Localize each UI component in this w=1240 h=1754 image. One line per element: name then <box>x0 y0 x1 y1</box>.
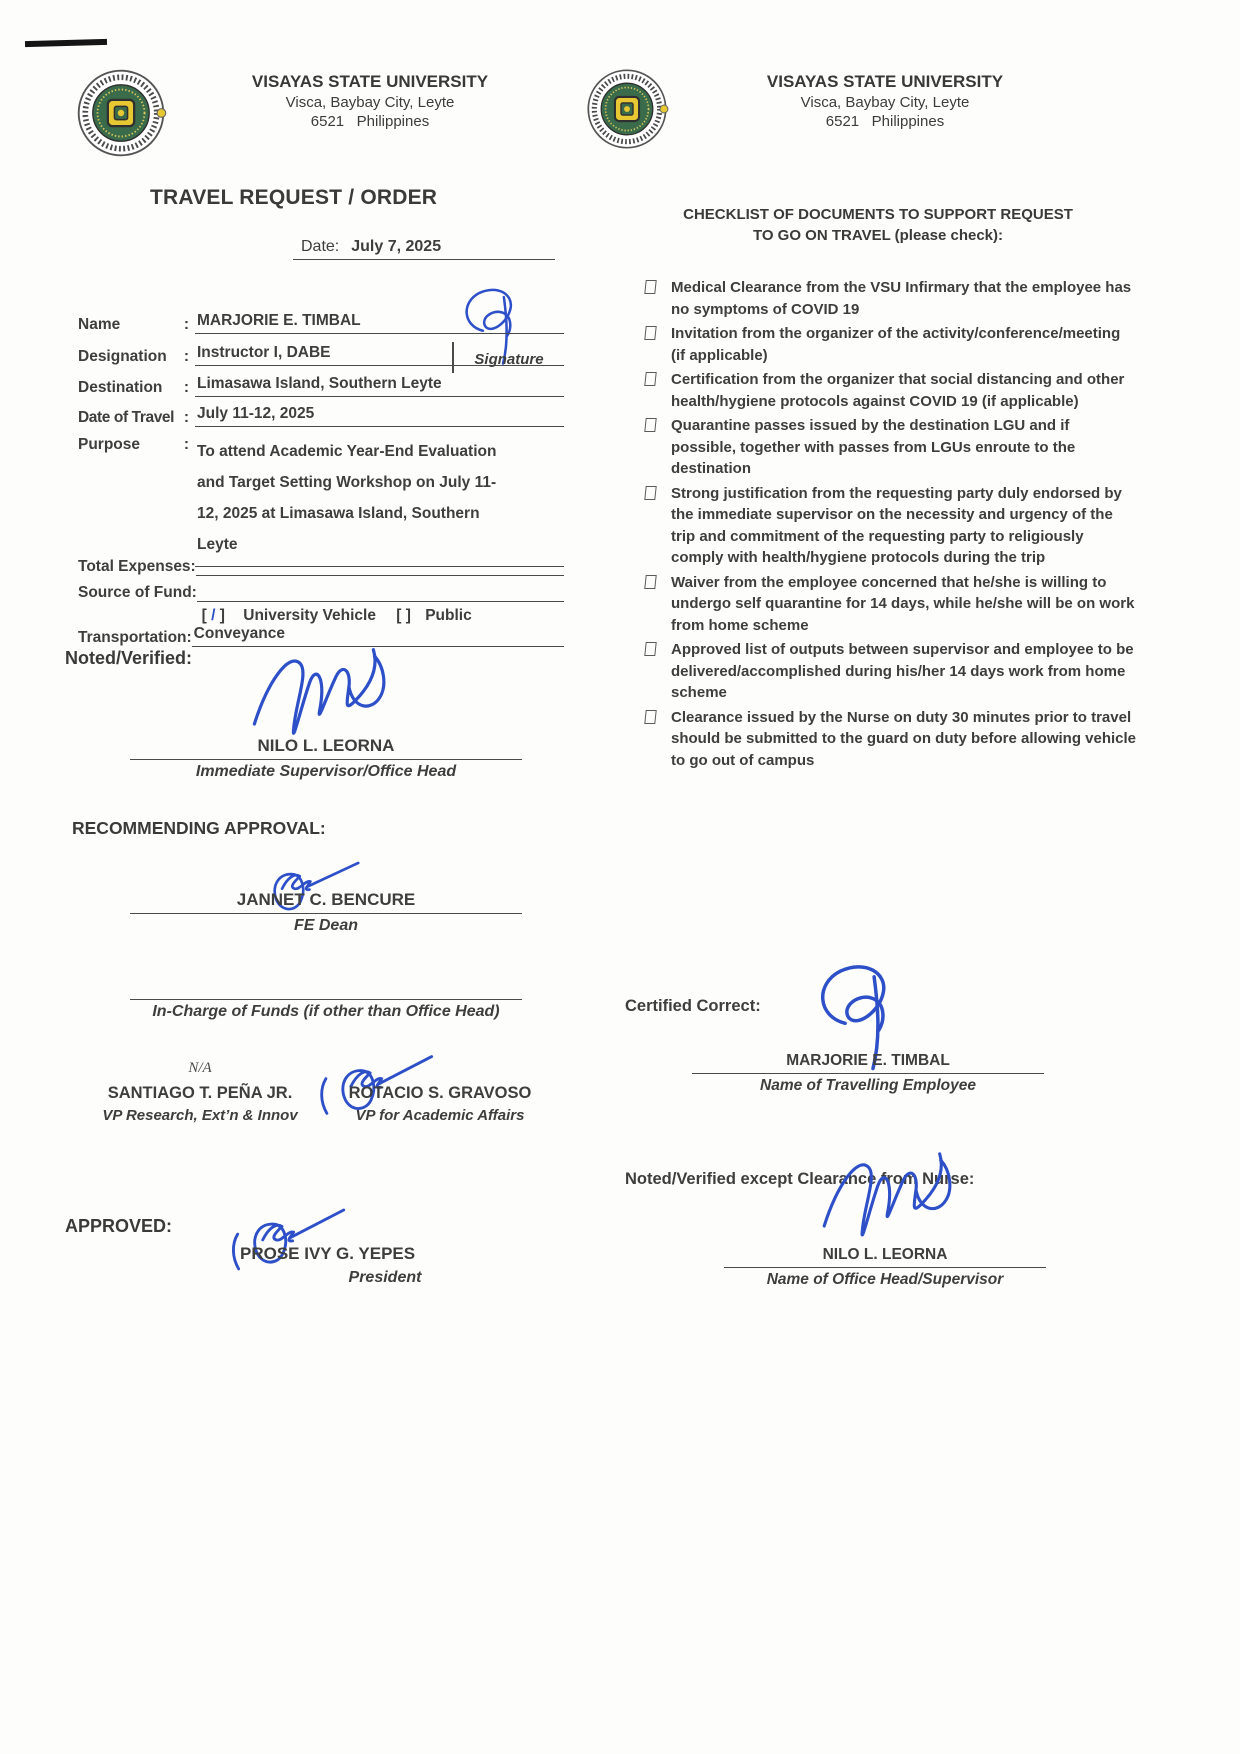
checklist-item <box>645 415 1137 480</box>
checklist-title-line1: CHECKLIST OF DOCUMENTS TO SUPPORT REQUEST <box>683 206 1073 223</box>
certified-block <box>692 1052 1044 1095</box>
purpose-line: and Target Setting Workshop on July 11- <box>197 474 497 491</box>
transportation-label: Transportation: <box>78 629 192 646</box>
checklist-item-text: Medical Clearance from the VSU Infirmary that the employee has no symptoms of COVID 19 <box>671 279 1132 318</box>
certified-correct-label: Certified Correct: <box>625 997 761 1015</box>
scan-artifact-bar <box>25 39 107 47</box>
date-label: Date: <box>301 238 340 255</box>
source-of-fund-field <box>78 582 564 602</box>
source-of-fund-label: Source of Fund: <box>78 584 197 601</box>
checklist-item-text: Certification from the organizer that social distancing and other health/hygiene protocols against COVID 19 (if applicable) <box>671 371 1125 410</box>
certified-role: Name of Travelling Employee <box>760 1077 976 1094</box>
purpose-label: Purpose <box>78 436 141 453</box>
president-role: President <box>348 1269 422 1286</box>
checklist-item <box>645 369 1137 412</box>
university-address2: 6521 Philippines <box>825 113 945 130</box>
checkbox-icon <box>644 642 656 656</box>
university-name: VISAYAS STATE UNIVERSITY <box>251 72 489 91</box>
checkbox-icon <box>644 280 656 294</box>
leorna-signature <box>248 636 418 744</box>
checklist-item-text: Strong justification from the requesting party duly endorsed by the immediate supervisor on the necessity and urgency of the trip and commitment of the requesting party to religiously comply with health/hygiene protocols during the trip <box>671 484 1122 566</box>
designation-value: Instructor I, DABE <box>195 344 564 366</box>
incharge-signature-line <box>130 972 522 1000</box>
checklist-item-text: Invitation from the organizer of the activity/conference/meeting (if applicable) <box>671 325 1121 364</box>
checklist-item-text: Quarantine passes issued by the destination LGU and if possible, together with passes from LGUs enroute to the destination <box>671 417 1076 477</box>
checklist-item <box>645 277 1137 320</box>
colon: : <box>183 409 190 426</box>
checkbox-icon <box>644 326 656 340</box>
recommending-approval-label: RECOMMENDING APPROVAL: <box>72 818 326 838</box>
university-address2: 6521 Philippines <box>310 113 430 130</box>
purpose-line: Leyte <box>197 536 238 553</box>
checklist-item-text: Approved list of outputs between supervisor and employee to be delivered/accomplished during his/her 14 days work from home scheme <box>671 641 1134 701</box>
handwritten-check-mark: / <box>211 607 216 624</box>
checklist <box>645 277 1137 774</box>
signature-cell-label: Signature <box>474 351 544 368</box>
date-value: July 7, 2025 <box>351 238 442 255</box>
noted-except-label: Noted/Verified except Clearance from Nurse: <box>625 1170 975 1188</box>
header-left <box>220 72 520 130</box>
checklist-item <box>645 639 1137 704</box>
colon: : <box>183 316 190 333</box>
leorna-signature <box>818 1134 983 1252</box>
noted-verified-label: Noted/Verified: <box>65 648 193 668</box>
date-of-travel-value: July 11-12, 2025 <box>195 405 564 427</box>
noted-verified-name: NILO L. LEORNA <box>130 736 522 760</box>
checklist-item-text: Waiver from the employee concerned that he/she is willing to undergo self quarantine for 14 days, while he/she will be on work from home scheme <box>671 573 1135 634</box>
header-right <box>740 72 1030 130</box>
date-of-travel-label: Date of Travel <box>78 409 175 426</box>
noted-office-head-role: Name of Office Head/Supervisor <box>766 1271 1004 1288</box>
date-field <box>293 238 555 260</box>
checkbox-icon <box>644 575 656 589</box>
na-annotation: N/A <box>188 1060 212 1076</box>
checkbox-bracket: ] <box>219 607 225 624</box>
source-of-fund-value <box>197 582 564 602</box>
dean-role: FE Dean <box>293 917 358 934</box>
date-of-travel-field <box>78 405 564 427</box>
purpose-line: To attend Academic Year-End Evaluation <box>197 443 497 460</box>
name-label: Name <box>78 316 121 333</box>
designation-label: Designation <box>78 348 167 365</box>
transport-option-university-vehicle: University Vehicle <box>243 607 376 624</box>
certified-name: MARJORIE E. TIMBAL <box>692 1052 1044 1074</box>
noted-verified-block <box>130 736 522 781</box>
document-title: TRAVEL REQUEST / ORDER <box>150 186 438 209</box>
total-expenses-label: Total Expenses: <box>78 558 196 575</box>
university-address1: Visca, Baybay City, Leyte <box>800 94 970 111</box>
checkbox-icon <box>644 418 656 432</box>
vp-academic-name: ROTACIO S. GRAVOSO <box>348 1084 532 1102</box>
approved-block <box>240 1244 530 1287</box>
noted-office-head-name: NILO L. LEORNA <box>724 1246 1046 1268</box>
president-name: PROSE IVY G. YEPES <box>240 1244 416 1263</box>
destination-value: Limasawa Island, Southern Leyte <box>195 375 564 397</box>
vp-research-role: VP Research, Ext’n & Innov <box>102 1107 298 1124</box>
checklist-title-line2: TO GO ON TRAVEL (please check): <box>752 227 1004 244</box>
incharge-of-funds-block <box>130 972 522 1021</box>
signature-cell <box>452 342 564 373</box>
total-expenses-field <box>78 556 564 576</box>
checklist-item-text: Clearance issued by the Nurse on duty 30 minutes prior to travel should be submitted to the guard on duty before allowing vehicle to go out of campus <box>671 708 1137 769</box>
colon: : <box>183 348 190 365</box>
purpose-field <box>78 436 564 567</box>
university-address1: Visca, Baybay City, Leyte <box>285 94 455 111</box>
noted-office-head-block <box>724 1246 1046 1289</box>
checklist-item <box>645 483 1137 569</box>
checkbox-icon <box>644 710 656 724</box>
checklist-item <box>645 572 1137 637</box>
colon: : <box>183 379 190 396</box>
purpose-line: 12, 2025 at Limasawa Island, Southern <box>197 505 480 522</box>
checkbox-icon <box>644 486 656 500</box>
vsu-seal-icon <box>74 66 168 160</box>
vp-academic-block <box>320 1084 560 1124</box>
destination-label: Destination <box>78 379 163 396</box>
checkbox-icon <box>644 372 656 386</box>
university-name: VISAYAS STATE UNIVERSITY <box>766 72 1004 91</box>
checklist-item <box>645 323 1137 366</box>
checklist-title <box>628 204 1128 246</box>
purpose-value <box>195 436 564 567</box>
vsu-seal-icon <box>584 66 670 152</box>
vp-academic-role: VP for Academic Affairs <box>355 1107 525 1124</box>
name-value: MARJORIE E. TIMBAL <box>195 312 564 334</box>
vp-research-name: SANTIAGO T. PEÑA JR. <box>107 1084 293 1102</box>
approved-label: APPROVED: <box>65 1216 173 1236</box>
checklist-item <box>645 707 1137 772</box>
name-field <box>78 312 564 334</box>
checkbox-bracket: [ <box>201 607 207 624</box>
destination-field <box>78 375 564 397</box>
dean-name: JANNET C. BENCURE <box>130 890 522 914</box>
transport-option-public-conveyance: Public Conveyance <box>193 607 472 642</box>
incharge-role: In-Charge of Funds (if other than Office Head) <box>152 1003 500 1020</box>
colon: : <box>183 436 190 453</box>
vp-research-block <box>85 1084 315 1124</box>
noted-verified-role: Immediate Supervisor/Office Head <box>195 763 457 780</box>
total-expenses-value <box>196 556 564 576</box>
checkbox-bracket: [ ] <box>396 607 411 624</box>
recommending-block <box>130 890 522 935</box>
